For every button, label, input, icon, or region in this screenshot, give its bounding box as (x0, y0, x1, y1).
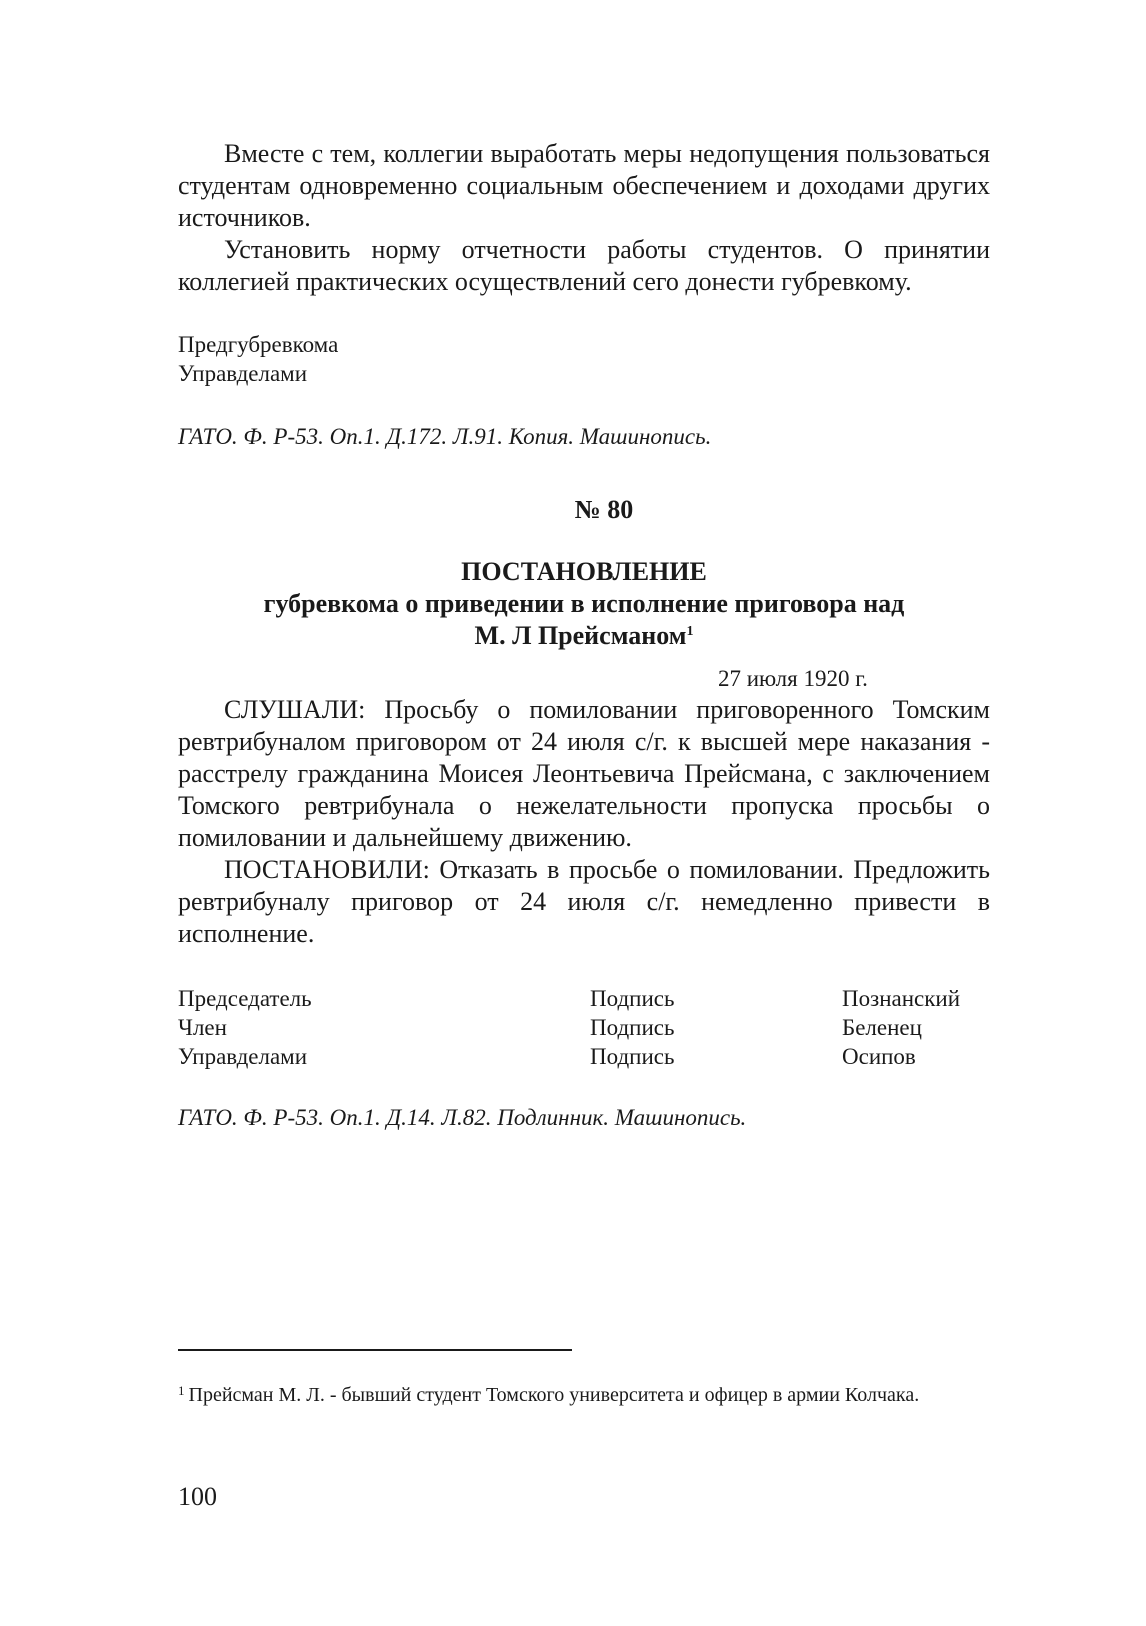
signature-role: Член (178, 1015, 227, 1040)
previous-signatures (178, 330, 990, 388)
signature-row (178, 1042, 990, 1071)
signature-name: Познанский (842, 986, 961, 1011)
footnote (178, 1380, 990, 1410)
signature-role: Управделами (178, 1044, 308, 1069)
signature-mark: Подпись (590, 1044, 675, 1069)
footnote-text: Прейсман М. Л. - бывший студент Томского университета и офицер в армии Колчака. (188, 1384, 920, 1406)
signature-row (178, 984, 990, 1013)
signature-role: Председатель (178, 986, 312, 1011)
document-date: 27 июля 1920 г. (718, 666, 868, 691)
archive-reference: ГАТО. Ф. Р-53. Оп.1. Д.14. Л.82. Подлинник. Машинопись. (178, 1105, 747, 1130)
previous-signature-chair: Предгубревкома (178, 332, 339, 357)
footnote-reference: 1 (686, 624, 694, 639)
document-title (178, 556, 990, 652)
document-title-line-2: губревкома о приведении в исполнение приговора над (263, 589, 905, 618)
decided-paragraph: ПОСТАНОВИЛИ: Отказать в просьбе о помиловании. Предложить ревтрибуналу приговор от 24 июля с/г. немедленно привести в исполнение. (178, 855, 990, 948)
page-number: 100 (178, 1482, 217, 1511)
signature-mark: Подпись (590, 986, 675, 1011)
document-title-line-1: ПОСТАНОВЛЕНИЕ (461, 557, 707, 586)
document-title-name: М. Л Прейсманом (474, 621, 687, 650)
footnote-mark: 1 (178, 1383, 185, 1398)
signature-row (178, 1013, 990, 1042)
intro-paragraph-2: Установить норму отчетности работы студентов. О принятии коллегией практических осуществлений сего донести губревкому. (178, 235, 990, 296)
signature-mark: Подпись (590, 1015, 675, 1040)
heard-paragraph: СЛУШАЛИ: Просьбу о помиловании приговоренного Томским ревтрибуналом приговором от 24 июля с/г. к высшей мере наказания - расстрелу гражданина Моисея Леонтьевича Прейсмана, с заключением Томского ревтрибунала о нежелательности пропуска просьбы о помиловании и дальнейшему движению. (178, 695, 990, 852)
document-title-line-3 (178, 620, 990, 652)
intro-paragraph-1: Вместе с тем, коллегии выработать меры недопущения пользоваться студентам одновременно социальным обеспечением и доходами других источников. (178, 139, 990, 232)
signature-name: Беленец (842, 1015, 922, 1040)
signature-table (178, 984, 990, 1071)
footnote-divider (178, 1349, 572, 1351)
document-body (178, 138, 990, 1132)
document-number: № 80 (574, 495, 634, 524)
signature-name: Осипов (842, 1044, 916, 1069)
previous-signature-manager: Управделами (178, 361, 308, 386)
archive-reference-previous: ГАТО. Ф. Р-53. Оп.1. Д.172. Л.91. Копия. Машинопись. (178, 424, 712, 449)
